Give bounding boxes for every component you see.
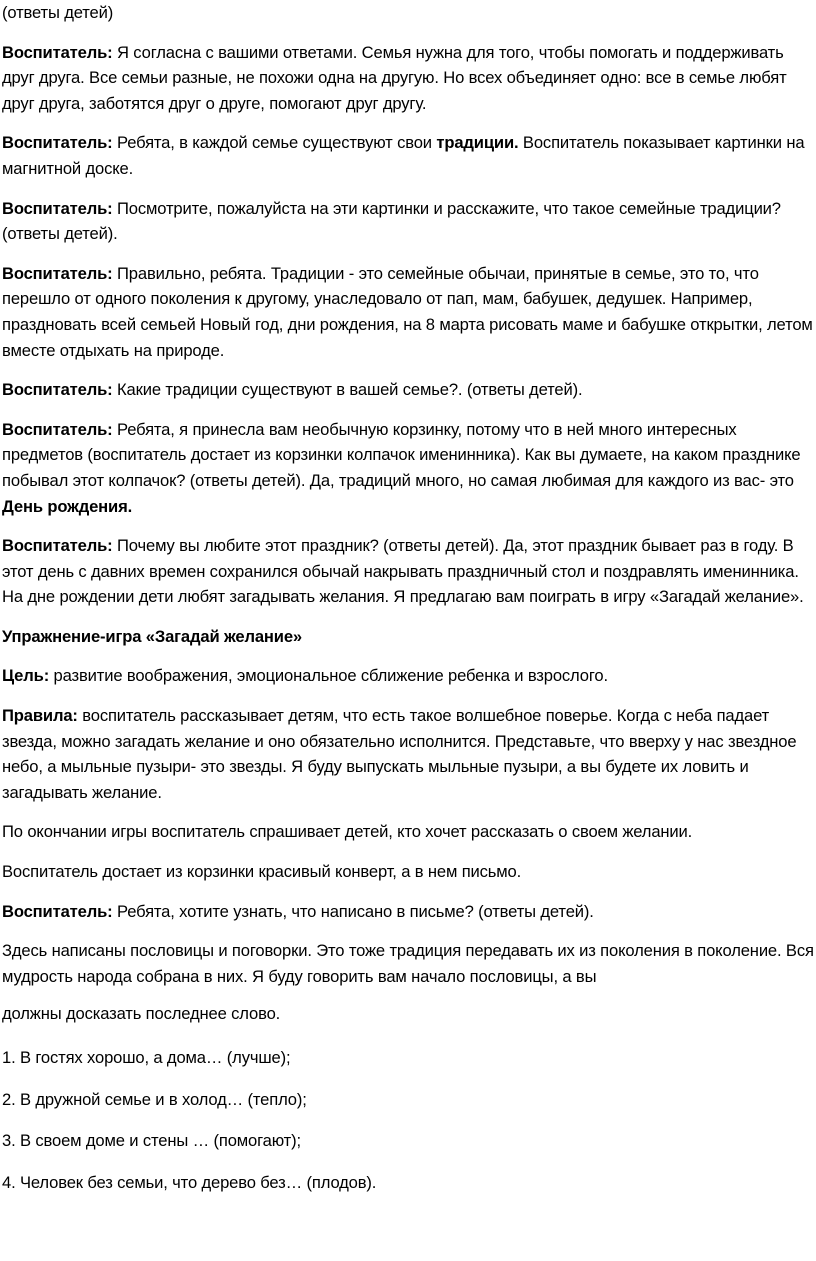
proverb-list — [2, 1045, 816, 1195]
text-run: Какие традиции существуют в вашей семье?. (ответы детей). — [112, 380, 583, 400]
bold-text: Воспитатель: — [2, 133, 113, 153]
list-item: 1. В гостях хорошо, а дома… (лучше); — [2, 1048, 291, 1067]
text-run: Здесь написаны пословицы и поговорки. Это тоже традиция передавать их из поколения в поколение. Вся мудрость народа собрана в них. Я буду говорить вам начало пословицы, а вы — [2, 941, 814, 986]
paragraph — [2, 130, 816, 181]
text-run: Ребята, хотите узнать, что написано в письме? (ответы детей). — [112, 901, 594, 921]
text-run: Воспитатель достает из корзинки красивый конверт, а в нем письмо. — [2, 862, 522, 882]
bold-text: Воспитатель: — [2, 263, 113, 283]
bold-text: Воспитатель: — [2, 198, 113, 218]
bold-text: Воспитатель: — [2, 901, 113, 921]
text-run: Ребята, в каждой семье существуют свои — [112, 133, 437, 153]
bold-text: традиции. — [436, 133, 519, 153]
paragraph — [2, 938, 816, 989]
paragraph — [2, 1001, 816, 1027]
paragraph — [2, 819, 816, 845]
bold-text: Воспитатель: — [2, 536, 113, 556]
list-item: 4. Человек без семьи, что дерево без… (плодов). — [2, 1172, 377, 1192]
bold-text: Воспитатель: — [2, 380, 113, 400]
bold-text: Упражнение-игра «Загадай желание» — [2, 626, 303, 646]
paragraph — [2, 40, 816, 117]
paragraph — [2, 859, 816, 885]
text-run: Правильно, ребята. Традиции - это семейные обычаи, принятые в семье, это то, что перешло от одного поколения к другому, унаследовало от пап, мам, бабушек, дедушек. Например, праздновать всей семьей Новый год, дни рождения, на 8 марта рисовать маме и бабушке открытки, летом вместе отдыхать на природе. — [2, 263, 813, 360]
text-run: Посмотрите, пожалуйста на эти картинки и расскажите, что такое семейные традиции?(ответы детей). — [2, 198, 781, 244]
paragraph — [2, 899, 816, 925]
list-item: 3. В своем доме и стены … (помогают); — [2, 1131, 301, 1151]
text-run: Воспитатель показывает картинки на магнитной доске. — [2, 133, 805, 178]
text-run: должны досказать последнее слово. — [2, 1004, 281, 1024]
bold-text: Правила: — [2, 706, 78, 726]
paragraph — [2, 417, 816, 519]
list-item: 2. В дружной семье и в холод… (тепло); — [2, 1089, 307, 1109]
paragraph — [2, 0, 816, 26]
text-run: развитие воображения, эмоциональное сближение ребенка и взрослого. — [49, 666, 608, 686]
paragraph — [2, 703, 816, 805]
bold-text: Воспитатель: — [2, 419, 113, 439]
document-body — [2, 0, 816, 1027]
paragraph — [2, 261, 816, 363]
text-run: (ответы детей) — [2, 3, 114, 22]
text-run: воспитатель рассказывает детям, что есть такое волшебное поверье. Когда с неба падает звезда, можно загадать желание и оно обязательно исполнится. Представьте, что вверху у нас звездное небо, а мыльные пузыри- это звезды. Я буду выпускать мыльные пузыри, а вы будете их ловить и загадывать желание. — [2, 706, 797, 802]
text-run: Я согласна с вашими ответами. Семья нужна для того, чтобы помогать и поддерживать друг друга. Все семьи разные, не похожи одна на другую. Но всех объединяет одно: все в семье любят друг друга, заботятся друг о друге, помогают друг другу. — [2, 42, 787, 113]
paragraph — [2, 533, 816, 610]
bold-text: День рождения. — [2, 496, 133, 516]
text-run: Почему вы любите этот праздник? (ответы детей). Да, этот праздник бывает раз в году. В этот день с давних времен сохранился обычай накрывать праздничный стол и поздравлять именинника. На дне рождении дети любят загадывать желания. Я предлагаю вам поиграть в игру «Загадай желание». — [2, 536, 804, 607]
text-run: Ребята, я принесла вам необычную корзинку, потому что в ней много интересных предметов (воспитатель достает из корзинки колпачок именинника). Как вы думаете, на каком празднике побывал этот колпачок? (ответы детей). Да, традиций много, но самая любимая для каждого из вас- это — [2, 419, 801, 490]
paragraph — [2, 624, 816, 650]
paragraph — [2, 377, 816, 403]
bold-text: Воспитатель: — [2, 42, 113, 62]
paragraph — [2, 196, 816, 247]
paragraph — [2, 663, 816, 689]
bold-text: Цель: — [2, 666, 50, 686]
text-run: По окончании игры воспитатель спрашивает детей, кто хочет рассказать о своем желании. — [2, 822, 693, 842]
